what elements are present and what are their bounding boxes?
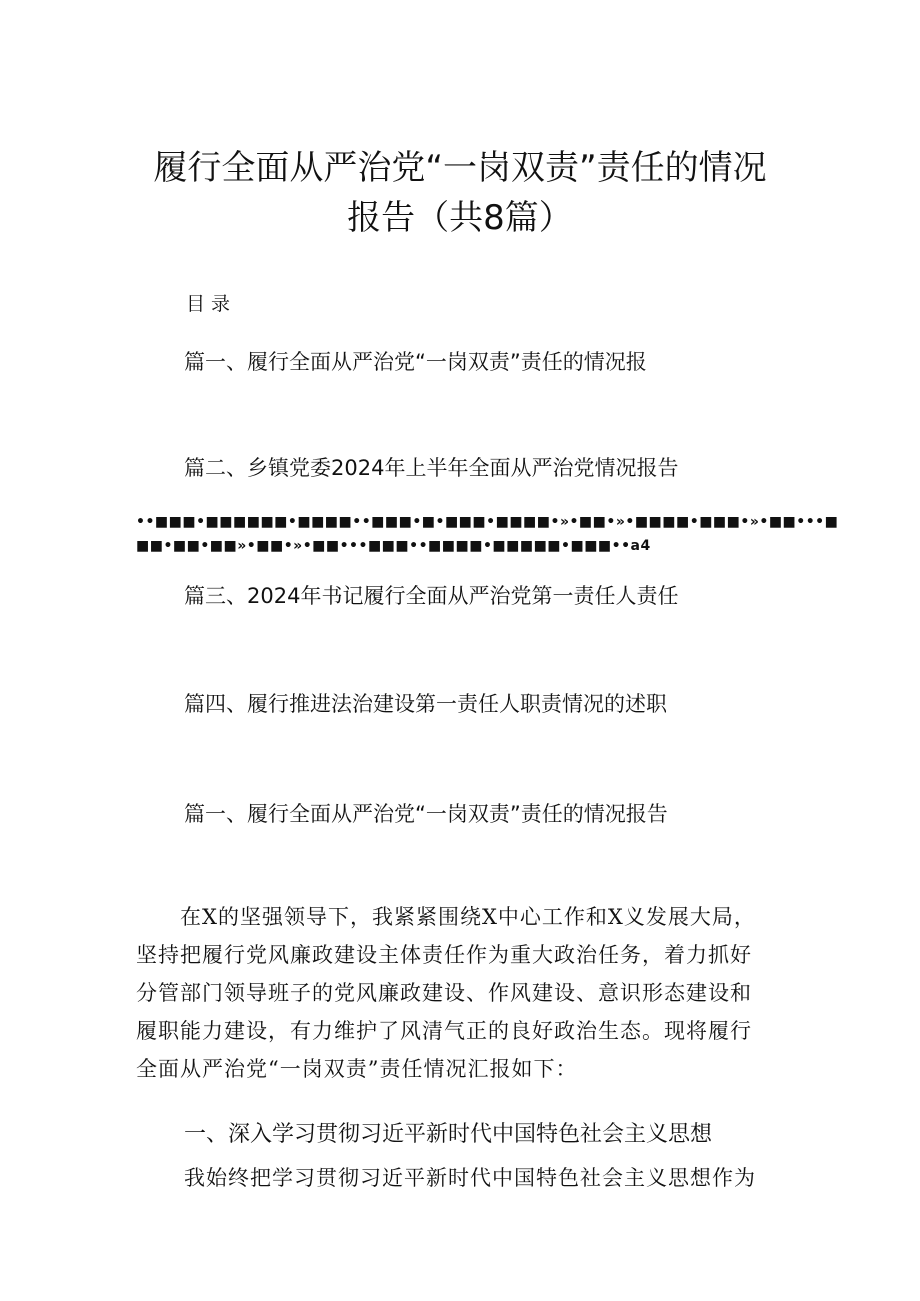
toc-leader-garbled-line: ••■■■•■■■■■■•■■■■••■■■•■•■■■•■■■■•»•■■•»•■■■■•■■■•»•■■•••■ [136, 514, 839, 530]
toc-entry: 篇三、2024年书记履行全面从严治党第一责任人责任 [184, 584, 679, 608]
section-heading: 篇一、履行全面从严治党“一岗双责”责任的情况报告 [184, 802, 668, 826]
body-line: 履职能力建设，有力维护了风清气正的良好政治生态。现将履行 [136, 1019, 752, 1043]
sub-heading: 一、深入学习贯彻习近平新时代中国特色社会主义思想 [184, 1122, 713, 1147]
body-paragraph-start: 我始终把学习贯彻习近平新时代中国特色社会主义思想作为 [184, 1166, 756, 1190]
document-title-line-1: 履行全面从严治党“一岗双责”责任的情况 [153, 148, 767, 188]
toc-label: 目录 [186, 293, 237, 315]
body-paragraph [136, 898, 786, 1088]
document-title-line-2: 报告（共8篇） [347, 198, 573, 238]
body-line: 坚持把履行党风廉政建设主体责任作为重大政治任务，着力抓好 [136, 943, 752, 967]
toc-entry: 篇四、履行推进法治建设第一责任人职责情况的述职 [184, 692, 667, 716]
body-line: 分管部门领导班子的党风廉政建设、作风建设、意识形态建设和 [136, 981, 752, 1005]
body-line: 全面从严治党“一岗双责”责任情况汇报如下： [136, 1057, 578, 1081]
toc-entry: 篇二、乡镇党委2024年上半年全面从严治党情况报告 [184, 456, 679, 480]
body-line: 在X的坚强领导下，我紧紧围绕X中心工作和X义发展大局， [136, 905, 756, 929]
toc-leader-garbled-line: ■■•■■•■■»•■■•»•■■•••■■■••■■■■•■■■■■•■■■••a4 [136, 538, 651, 554]
toc-entry: 篇一、履行全面从严治党“一岗双责”责任的情况报 [184, 350, 647, 374]
